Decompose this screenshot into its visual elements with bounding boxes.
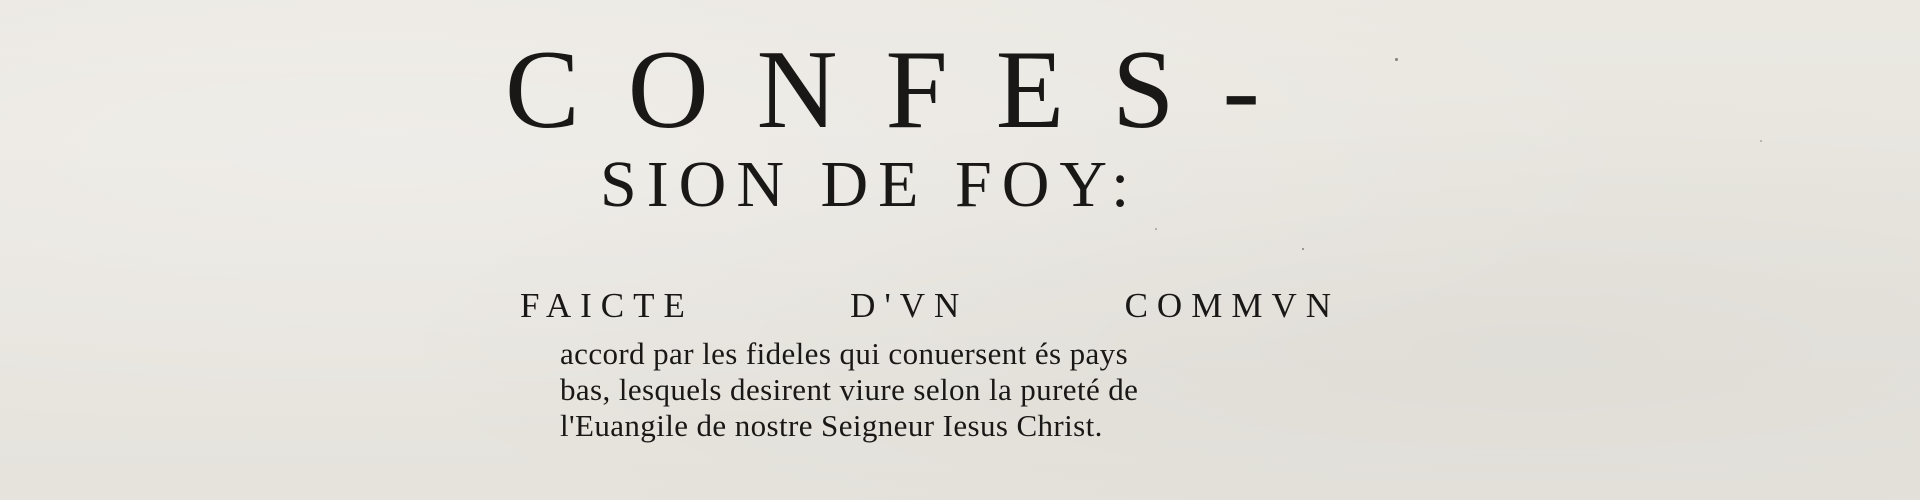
title-line-2: SION DE FOY:	[600, 148, 1140, 221]
subtitle-body	[560, 336, 1340, 444]
ink-speck	[1760, 140, 1762, 142]
body-line-3: l'Euangile de nostre Seigneur Iesus Christ.	[560, 408, 1103, 443]
subtitle-word-2: D'VN	[850, 286, 969, 325]
subtitle-word-1: FAICTE	[520, 286, 694, 325]
body-line-2: bas, lesquels desirent viure selon la pureté de	[560, 372, 1139, 407]
body-line-1: accord par les fideles qui conuersent és pays	[560, 336, 1129, 371]
subtitle-word-3: COMMVN	[1124, 286, 1340, 325]
ink-speck	[1302, 248, 1304, 250]
title-line-1: CONFES-	[505, 28, 1308, 152]
ink-speck	[1395, 58, 1398, 61]
subtitle-caps-line	[520, 286, 1340, 326]
ink-speck	[1155, 228, 1157, 230]
